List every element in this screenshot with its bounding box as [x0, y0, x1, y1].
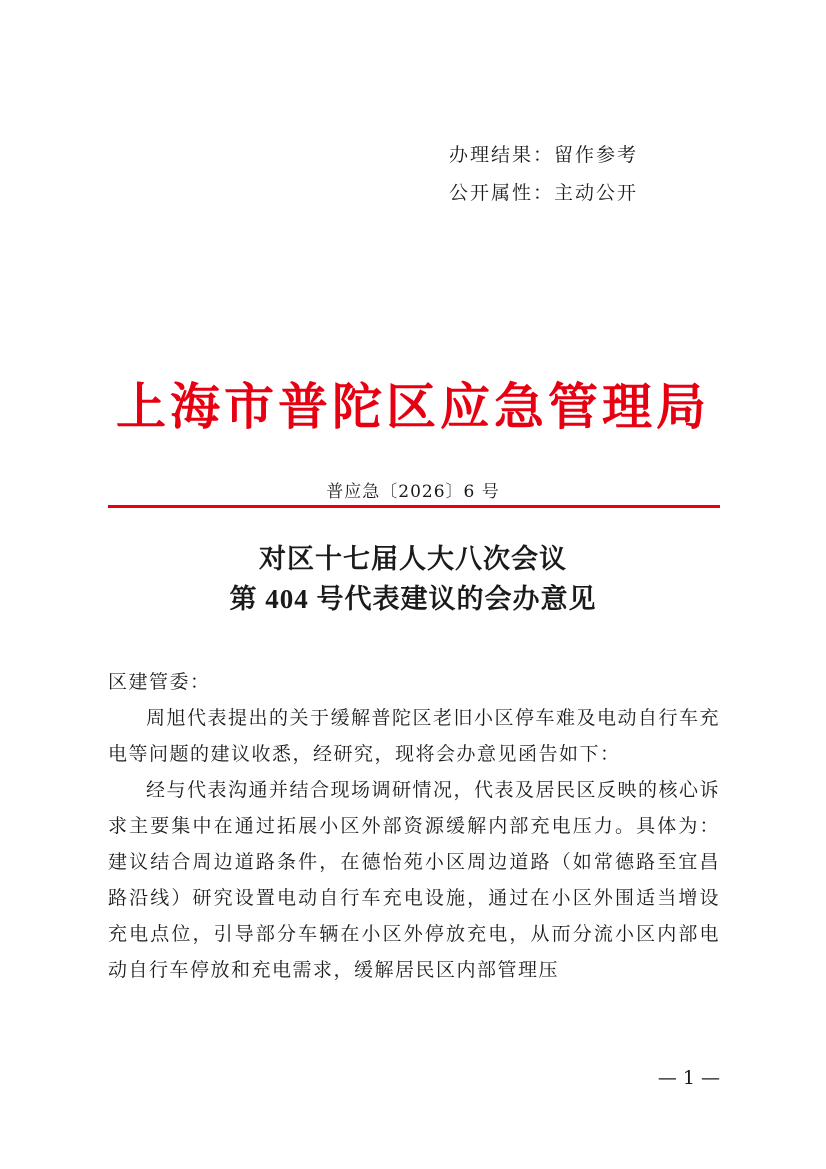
- page-number: — 1 —: [657, 1067, 720, 1089]
- document-title-line-2: 第 404 号代表建议的会办意见: [229, 584, 597, 614]
- body-paragraph: 经与代表沟通并结合现场调研情况，代表及居民区反映的核心诉求主要集中在通过拓展小区外部资源缓解内部充电压力。具体为：建议结合周边道路条件，在德怡苑小区周边道路（如常德路至宜昌路沿线）研究设置电动自行车充电设施，通过在小区外围适当增设充电点位，引导部分车辆在小区外停放充电，从而分流小区内部电动自行车停放和充电需求，缓解居民区内部管理压: [108, 779, 721, 981]
- document-number: 普应急〔2026〕6 号: [326, 482, 500, 502]
- agency-letterhead-title: 上海市普陀区应急管理局: [116, 377, 710, 436]
- document-title-line-1: 对区十七届人大八次会议: [259, 544, 567, 574]
- handling-result: 办理结果：留作参考: [449, 144, 639, 166]
- disclosure-attribute: 公开属性：主动公开: [449, 182, 639, 204]
- body-paragraph: 周旭代表提出的关于缓解普陀区老旧小区停车难及电动自行车充电等问题的建议收悉，经研究，现将会办意见函告如下：: [108, 707, 721, 765]
- letterhead-red-divider: [108, 505, 720, 508]
- document-body: [108, 664, 720, 988]
- salutation: 区建管委：: [108, 671, 211, 693]
